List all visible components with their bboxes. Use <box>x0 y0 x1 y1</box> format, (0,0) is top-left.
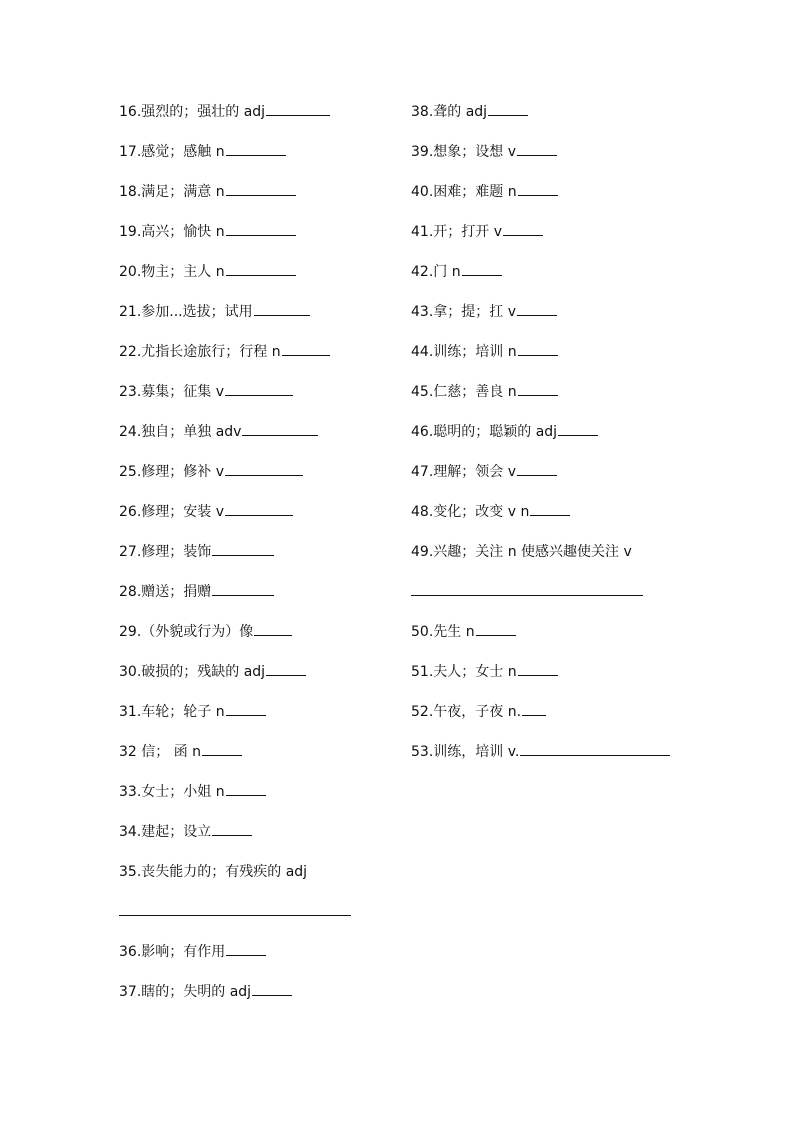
answer-blank[interactable] <box>518 181 558 196</box>
answer-blank[interactable] <box>517 301 557 316</box>
answer-blank[interactable] <box>518 381 558 396</box>
vocab-prompt: 24.独自；单独 adv <box>119 424 242 440</box>
vocab-prompt: 43.拿；提；扛 v <box>411 304 516 320</box>
answer-blank[interactable] <box>226 701 266 716</box>
answer-blank[interactable] <box>212 581 274 596</box>
right-column <box>411 100 711 780</box>
answer-blank[interactable] <box>226 141 286 156</box>
answer-blank[interactable] <box>226 941 266 956</box>
vocab-item <box>411 100 711 140</box>
vocab-item <box>119 780 389 820</box>
vocab-item <box>119 620 389 660</box>
vocab-item <box>411 180 711 220</box>
vocab-prompt: 33.女士；小姐 n <box>119 784 225 800</box>
vocab-prompt: 16.强烈的；强壮的 adj <box>119 104 266 120</box>
vocab-prompt: 47.理解；领会 v <box>411 464 516 480</box>
answer-blank[interactable] <box>520 741 670 756</box>
answer-blank[interactable] <box>411 581 643 596</box>
vocab-item <box>411 580 711 620</box>
vocab-item <box>119 300 389 340</box>
vocab-item <box>411 700 711 740</box>
vocab-item <box>411 500 711 540</box>
vocab-item <box>411 220 711 260</box>
vocab-item <box>411 540 711 580</box>
vocab-prompt: 42.门 n <box>411 264 461 280</box>
answer-blank[interactable] <box>226 781 266 796</box>
vocab-item <box>411 260 711 300</box>
vocab-prompt: 35.丧失能力的；有残疾的 adj <box>119 864 308 880</box>
answer-blank[interactable] <box>212 541 274 556</box>
vocab-prompt: 17.感觉；感触 n <box>119 144 225 160</box>
answer-blank[interactable] <box>503 221 543 236</box>
answer-blank[interactable] <box>476 621 516 636</box>
vocab-item <box>119 660 389 700</box>
vocab-prompt: 46.聪明的；聪颖的 adj <box>411 424 558 440</box>
vocab-prompt: 22.尤指长途旅行；行程 n <box>119 344 281 360</box>
answer-blank[interactable] <box>517 461 557 476</box>
answer-blank[interactable] <box>462 261 502 276</box>
vocab-prompt: 18.满足；满意 n <box>119 184 225 200</box>
vocab-prompt: 32 信； 函 n <box>119 744 202 760</box>
answer-blank[interactable] <box>252 981 292 996</box>
vocab-item <box>119 540 389 580</box>
vocab-prompt: 20.物主；主人 n <box>119 264 225 280</box>
answer-blank[interactable] <box>522 701 546 716</box>
answer-blank[interactable] <box>488 101 528 116</box>
answer-blank[interactable] <box>266 661 306 676</box>
vocab-prompt: 25.修理；修补 v <box>119 464 224 480</box>
answer-blank[interactable] <box>282 341 330 356</box>
vocab-prompt: 36.影响；有作用 <box>119 944 226 960</box>
vocab-item <box>119 260 389 300</box>
vocab-item <box>411 420 711 460</box>
answer-blank[interactable] <box>225 381 293 396</box>
vocab-item <box>119 460 389 500</box>
answer-blank[interactable] <box>119 901 351 916</box>
answer-blank[interactable] <box>202 741 242 756</box>
vocab-prompt: 53.训练，培训 v. <box>411 744 520 760</box>
vocab-item <box>119 340 389 380</box>
vocab-item <box>411 460 711 500</box>
answer-blank[interactable] <box>530 501 570 516</box>
vocab-item <box>119 420 389 460</box>
vocab-prompt: 41.开；打开 v <box>411 224 502 240</box>
vocab-prompt: 40.困难；难题 n <box>411 184 517 200</box>
vocab-item <box>119 140 389 180</box>
left-column <box>119 100 389 1020</box>
vocab-prompt: 48.变化；改变 v n <box>411 504 530 520</box>
answer-blank[interactable] <box>558 421 598 436</box>
vocab-item <box>411 620 711 660</box>
vocab-item <box>411 660 711 700</box>
answer-blank[interactable] <box>226 261 296 276</box>
answer-blank[interactable] <box>518 661 558 676</box>
answer-blank[interactable] <box>242 421 318 436</box>
answer-blank[interactable] <box>225 501 293 516</box>
answer-blank[interactable] <box>517 141 557 156</box>
answer-blank[interactable] <box>225 461 303 476</box>
vocab-item <box>119 700 389 740</box>
vocab-prompt: 39.想象；设想 v <box>411 144 516 160</box>
vocab-item <box>411 340 711 380</box>
vocab-prompt: 27.修理；装饰 <box>119 544 212 560</box>
vocab-item <box>119 500 389 540</box>
answer-blank[interactable] <box>226 181 296 196</box>
vocab-prompt: 19.高兴；愉快 n <box>119 224 225 240</box>
answer-blank[interactable] <box>212 821 252 836</box>
vocab-item <box>411 380 711 420</box>
vocab-prompt: 29.（外貌或行为）像 <box>119 624 254 640</box>
vocab-item <box>119 380 389 420</box>
vocab-prompt: 23.募集；征集 v <box>119 384 224 400</box>
vocab-prompt: 28.赠送；捐赠 <box>119 584 212 600</box>
answer-blank[interactable] <box>254 301 310 316</box>
answer-blank[interactable] <box>266 101 330 116</box>
vocab-item <box>411 300 711 340</box>
vocab-prompt: 38.聋的 adj <box>411 104 488 120</box>
answer-blank[interactable] <box>518 341 558 356</box>
vocab-item <box>119 740 389 780</box>
vocab-prompt: 31.车轮；轮子 n <box>119 704 225 720</box>
vocab-item <box>119 180 389 220</box>
vocab-item <box>411 740 711 780</box>
vocab-item <box>119 100 389 140</box>
vocab-prompt: 50.先生 n <box>411 624 475 640</box>
answer-blank[interactable] <box>254 621 292 636</box>
vocab-item <box>119 980 389 1020</box>
vocab-item <box>119 220 389 260</box>
vocab-prompt: 49.兴趣；关注 n 使感兴趣使关注 v <box>411 544 632 560</box>
vocab-prompt: 52.午夜，子夜 n. <box>411 704 522 720</box>
vocab-item <box>119 900 389 940</box>
vocab-item <box>119 580 389 620</box>
vocab-prompt: 51.夫人；女士 n <box>411 664 517 680</box>
vocab-item <box>119 860 389 900</box>
vocab-item <box>119 940 389 980</box>
vocab-prompt: 44.训练；培训 n <box>411 344 517 360</box>
vocab-prompt: 37.瞎的；失明的 adj <box>119 984 252 1000</box>
vocab-prompt: 26.修理；安装 v <box>119 504 224 520</box>
vocab-prompt: 34.建起；设立 <box>119 824 212 840</box>
vocab-item <box>411 140 711 180</box>
vocab-item <box>119 820 389 860</box>
vocab-prompt: 45.仁慈；善良 n <box>411 384 517 400</box>
answer-blank[interactable] <box>226 221 296 236</box>
vocab-prompt: 30.破损的；残缺的 adj <box>119 664 266 680</box>
vocab-prompt: 21.参加...选拔；试用 <box>119 304 253 320</box>
